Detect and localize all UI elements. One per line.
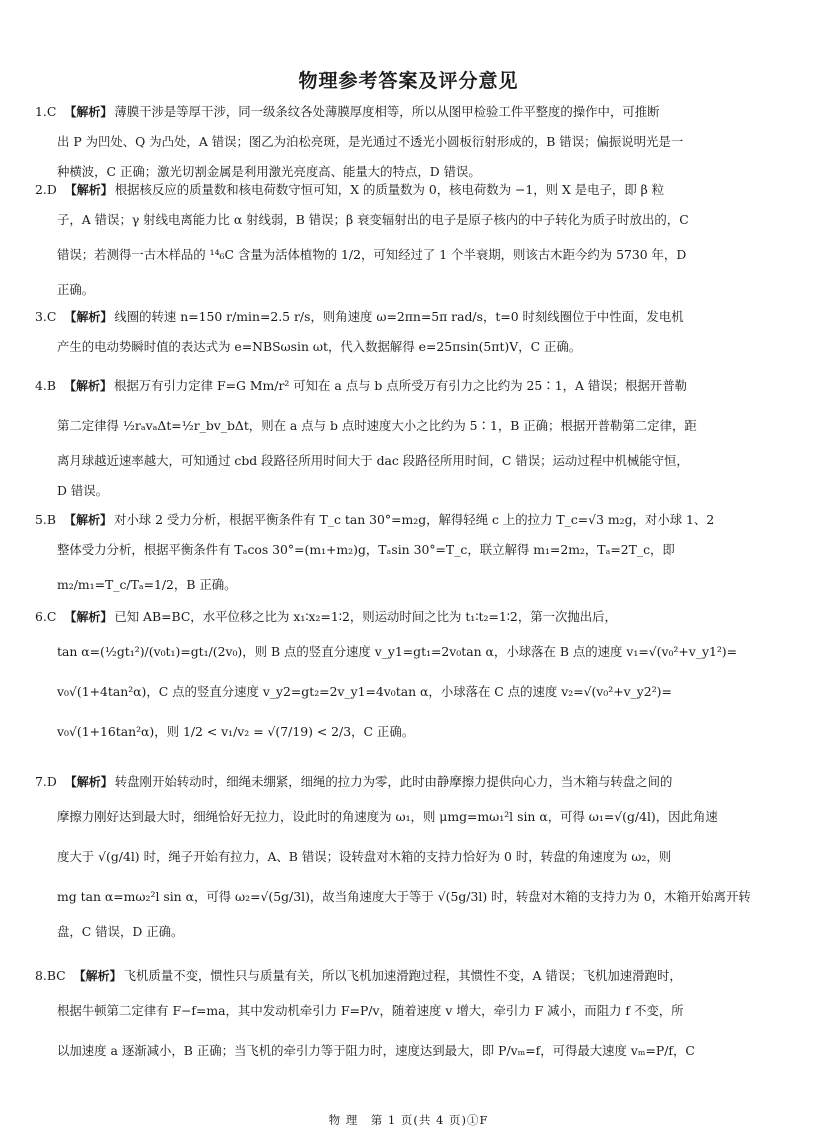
answer-text: 转盘刚开始转动时，细绳未绷紧，细绳的拉力为零，此时由静摩擦力提供向心力，当木箱与转盘之间的 (114, 774, 673, 789)
analysis-tag: 【解析】 (64, 775, 113, 789)
answer-text: D 错误。 (57, 483, 109, 498)
page-footer: 物 理 第 1 页(共 4 页)①F (328, 1113, 489, 1127)
answer-line (57, 235, 765, 275)
analysis-tag: 【解析】 (63, 379, 112, 393)
answer-text: 线圈的转速 n=150 r/min=2.5 r/s，则角速度 ω=2πn=5π rad/s，t=0 时刻线圈位于中性面，发电机 (114, 309, 684, 324)
page-title: 物理参考答案及评分意见 (298, 70, 519, 92)
answer-line (35, 175, 765, 205)
answer-item (35, 366, 765, 506)
answer-line (57, 275, 765, 305)
answer-line (57, 632, 765, 672)
answer-text: 第二定律得 ½rₐvₐΔt=½r_bv_bΔt，则在 a 点与 b 点时速度大小之比约为 5∶1，B 正确；根据开普勒第二定律，距 (57, 418, 697, 433)
analysis-tag: 【解析】 (64, 105, 113, 119)
answer-line (57, 797, 765, 837)
answer-line (35, 97, 765, 127)
answer-item (35, 602, 765, 752)
answer-line (57, 712, 765, 752)
analysis-tag: 【解析】 (73, 969, 122, 983)
answer-line (35, 505, 765, 535)
answer-line (57, 205, 765, 235)
answer-line (57, 877, 765, 917)
answer-text: 错误；若测得一古木样品的 ¹⁴₆C 含量为活体植物的 1/2，可知经过了 1 个半衰期，则该古木距今约为 5730 年，D (57, 247, 687, 262)
answer-item (35, 302, 765, 362)
answer-line (57, 917, 765, 947)
answer-line (57, 565, 765, 605)
answer-text: 盘，C 错误，D 正确。 (57, 924, 184, 939)
answer-line (57, 332, 765, 362)
answer-line (57, 1031, 765, 1071)
answer-number: 2.D (35, 182, 57, 197)
answer-text: v₀√(1+4tan²α)，C 点的竖直分速度 v_y2=gt₂=2v_y1=4v₀tan α，小球落在 C 点的速度 v₂=√(v₀²+v_y2²)= (57, 684, 672, 699)
answer-line (35, 767, 765, 797)
answer-text: 摩擦力刚好达到最大时，细绳恰好无拉力，设此时的角速度为 ω₁，则 μmg=mω₁²l sin α，可得 ω₁=√(g/4l)，因此角速 (57, 809, 718, 824)
answer-item (35, 97, 765, 187)
answer-text: 正确。 (57, 282, 95, 297)
answer-item (35, 505, 765, 605)
answer-line (35, 602, 765, 632)
answer-text: 离月球越近速率越大，可知通过 cbd 段路径所用时间大于 dac 段路径所用时间，C 错误；运动过程中机械能守恒， (57, 453, 689, 468)
answer-line (57, 476, 765, 506)
answer-text: m₂/m₁=T_c/Tₐ=1/2，B 正确。 (57, 577, 237, 592)
answer-line (57, 127, 765, 157)
answer-number: 5.B (35, 512, 56, 527)
answer-line (57, 837, 765, 877)
answer-text: 种横波，C 正确；激光切割金属是利用激光亮度高、能量大的特点，D 错误。 (57, 164, 481, 179)
analysis-tag: 【解析】 (64, 183, 113, 197)
answer-text: 整体受力分析，根据平衡条件有 Tₐcos 30°=(m₁+m₂)g，Tₐsin 30°=T_c，联立解得 m₁=2m₂，Tₐ=2T_c，即 (57, 542, 675, 557)
answer-text: 薄膜干涉是等厚干涉，同一级条纹各处薄膜厚度相等，所以从图甲检验工件平整度的操作中，可推断 (114, 104, 660, 119)
answer-number: 8.BC (35, 968, 66, 983)
analysis-tag: 【解析】 (64, 610, 113, 624)
answer-line (57, 991, 765, 1031)
answer-number: 7.D (35, 774, 57, 789)
answer-text: mg tan α=mω₂²l sin α，可得 ω₂=√(5g/3l)，故当角速度大于等于 √(5g/3l) 时，转盘对木箱的支持力为 0，木箱开始离开转 (57, 889, 751, 904)
answer-number: 3.C (35, 309, 57, 324)
answer-line (35, 961, 765, 991)
answer-line (35, 366, 765, 406)
answer-item (35, 767, 765, 947)
analysis-tag: 【解析】 (63, 513, 112, 527)
answer-text: 对小球 2 受力分析，根据平衡条件有 T_c tan 30°=m₂g，解得轻绳 c 上的拉力 T_c=√3 m₂g，对小球 1、2 (113, 512, 715, 527)
answer-text: 根据牛顿第二定律有 F−f=ma，其中发动机牵引力 F=P/v，随着速度 v 增大，牵引力 F 减小，而阻力 f 不变，所 (57, 1003, 684, 1018)
answer-line (57, 535, 765, 565)
answer-text: 飞机质量不变，惯性只与质量有关，所以飞机加速滑跑过程，其惯性不变，A 错误；飞机加速滑跑时， (123, 968, 682, 983)
answer-number: 6.C (35, 609, 57, 624)
answer-line (57, 446, 765, 476)
answer-text: v₀√(1+16tan²α)，则 1/2 < v₁/v₂ = √(7/19) < 2/3，C 正确。 (57, 724, 415, 739)
answer-item (35, 175, 765, 305)
answer-text: tan α=(½gt₁²)/(v₀t₁)=gt₁/(2v₀)，则 B 点的竖直分速度 v_y1=gt₁=2v₀tan α，小球落在 B 点的速度 v₁=√(v₀²+v_y1²)= (57, 644, 738, 659)
answer-text: 以加速度 a 逐渐减小，B 正确；当飞机的牵引力等于阻力时，速度达到最大，即 P/vₘ=f，可得最大速度 vₘ=P/f，C (57, 1043, 695, 1058)
answer-number: 4.B (35, 378, 56, 393)
answer-text: 度大于 √(g/4l) 时，绳子开始有拉力，A、B 错误；设转盘对木箱的支持力恰好为 0 时，转盘的角速度为 ω₂，则 (57, 849, 672, 864)
answer-line (35, 302, 765, 332)
answer-text: 根据万有引力定律 F=G Mm/r² 可知在 a 点与 b 点所受万有引力之比约为 25∶1，A 错误；根据开普勒 (113, 378, 687, 393)
answer-line (57, 406, 765, 446)
analysis-tag: 【解析】 (64, 310, 113, 324)
answer-number: 1.C (35, 104, 57, 119)
answer-item (35, 961, 765, 1071)
answer-text: 已知 AB=BC，水平位移之比为 x₁∶x₂=1∶2，则运动时间之比为 t₁∶t₂=1∶2，第一次抛出后， (114, 609, 617, 624)
answer-text: 产生的电动势瞬时值的表达式为 e=NBSωsin ωt，代入数据解得 e=25πsin(5πt)V，C 正确。 (57, 339, 582, 354)
answer-text: 子，A 错误；γ 射线电离能力比 α 射线弱，B 错误；β 衰变辐射出的电子是原子核内的中子转化为质子时放出的，C (57, 212, 689, 227)
answer-line (57, 672, 765, 712)
answer-text: 出 P 为凹处、Q 为凸处，A 错误；图乙为泊松亮斑，是光通过不透光小圆板衍射形成的，B 错误；偏振说明光是一 (57, 134, 684, 149)
answer-text: 根据核反应的质量数和核电荷数守恒可知，X 的质量数为 0，核电荷数为 −1，则 X 是电子，即 β 粒 (114, 182, 665, 197)
